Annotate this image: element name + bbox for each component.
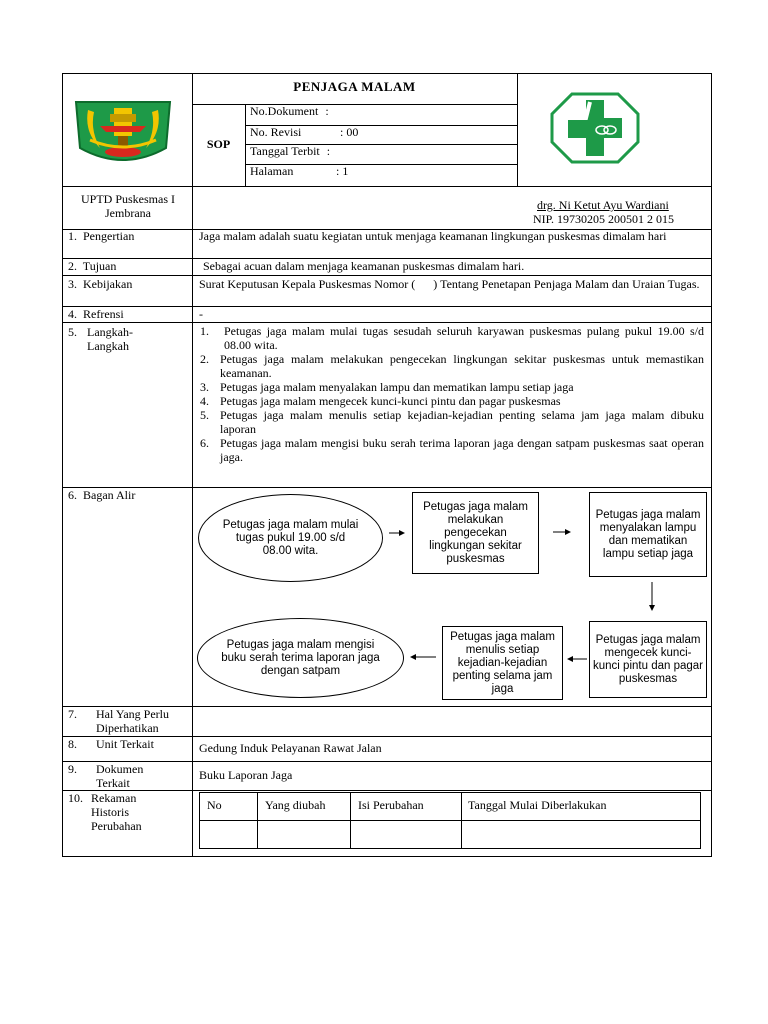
section-text-dokumen: Buku Laporan Jaga xyxy=(199,768,293,782)
section-text-kebijakan: Surat Keputusan Kepala Puskesmas Nomor ( ) Tentang Penetapan Penjaga Malam dan Uraian Tugas. xyxy=(199,277,700,291)
flow-node-check: Petugas jaga malam melakukan pengecekan lingkungan sekitar puskesmas xyxy=(412,492,539,574)
signer-name: drg. Ni Ketut Ayu Wardiani xyxy=(537,198,669,212)
history-col-changed: Yang diubah xyxy=(265,798,326,812)
section-text-referensi: - xyxy=(199,307,203,321)
section-text-unit: Gedung Induk Pelayanan Rawat Jalan xyxy=(199,741,382,755)
doc-number-value: : xyxy=(325,104,329,118)
section-text-pengertian: Jaga malam adalah suatu kegiatan untuk menjaga keamanan lingkungan puskesmas dimalam hari xyxy=(199,229,667,243)
section-label-hal: 7. Hal Yang Perlu Diperhatikan xyxy=(68,707,170,735)
list-item: 3. Petugas jaga malam menyalakan lampu dan mematikan lampu setiap jaga xyxy=(200,380,574,394)
publish-date-label: Tanggal Terbit xyxy=(250,144,320,158)
section-label-rekaman: 10. Rekaman Historis Perubahan xyxy=(68,791,142,833)
table-row xyxy=(200,821,700,848)
list-item: 4. Petugas jaga malam mengecek kunci-kunci pintu dan pagar puskesmas xyxy=(200,394,561,408)
document-title: PENJAGA MALAM xyxy=(293,79,416,94)
list-item: 2. Petugas jaga malam melakukan pengecekan lingkungan sekitar puskesmas untuk memastikan keamanan. xyxy=(200,352,704,380)
flow-node-lock: Petugas jaga malam mengecek kunci-kunci pintu dan pagar puskesmas xyxy=(589,621,707,698)
doc-number-label: No.Dokument xyxy=(250,104,319,118)
section-label-referensi: 4. Refrensi xyxy=(68,307,124,321)
section-label-bagan: 6. Bagan Alir xyxy=(68,488,136,502)
flow-node-start: Petugas jaga malam mulai tugas pukul 19.00 s/d 08.00 wita. xyxy=(198,494,383,582)
publish-date-value: : xyxy=(326,144,331,158)
section-label-unit: 8. Unit Terkait xyxy=(68,737,154,751)
history-col-no: No xyxy=(207,798,222,812)
section-label-dokumen: 9. Dokumen Terkait xyxy=(68,762,144,790)
list-item: 6. Petugas jaga malam mengisi buku serah terima laporan jaga dengan satpam puskesmas saat operan jaga. xyxy=(200,436,704,464)
unit-name: UPTD Puskesmas I Jembrana xyxy=(80,192,175,220)
history-table xyxy=(199,792,701,849)
flow-node-lamp: Petugas jaga malam menyalakan lampu dan mematikan lampu setiap jaga xyxy=(589,492,707,577)
page-label: Halaman xyxy=(250,164,294,178)
flow-node-handover: Petugas jaga malam mengisi buku serah terima laporan jaga dengan satpam xyxy=(197,618,404,698)
revision-label: No. Revisi xyxy=(250,125,302,139)
section-label-pengertian: 1. Pengertian xyxy=(68,229,135,243)
history-col-content: Isi Perubahan xyxy=(358,798,424,812)
list-item: 5. Petugas jaga malam menulis setiap kejadian-kejadian penting selama jam jaga malam dibuku laporan xyxy=(200,408,704,436)
section-label-kebijakan: 3. Kebijakan xyxy=(68,277,133,291)
signer-nip: NIP. 19730205 200501 2 015 xyxy=(533,212,675,226)
list-item: 1. Petugas jaga malam mulai tugas sesudah seluruh karyawan puskesmas pulang pukul 19.00 s/d 08.00 wita. xyxy=(200,324,704,352)
section-text-tujuan: Sebagai acuan dalam menjaga keamanan puskesmas dimalam hari. xyxy=(203,259,525,273)
section-label-tujuan: 2. Tujuan xyxy=(68,259,117,273)
revision-value: : 00 xyxy=(340,125,359,139)
section-label-langkah: 5. Langkah-Langkah xyxy=(68,325,133,353)
sop-label: SOP xyxy=(206,137,231,151)
page-value: : 1 xyxy=(336,164,349,178)
flow-node-report: Petugas jaga malam menulis setiap kejadian-kejadian penting selama jam jaga xyxy=(442,626,563,700)
history-col-date: Tanggal Mulai Diberlakukan xyxy=(468,798,607,812)
